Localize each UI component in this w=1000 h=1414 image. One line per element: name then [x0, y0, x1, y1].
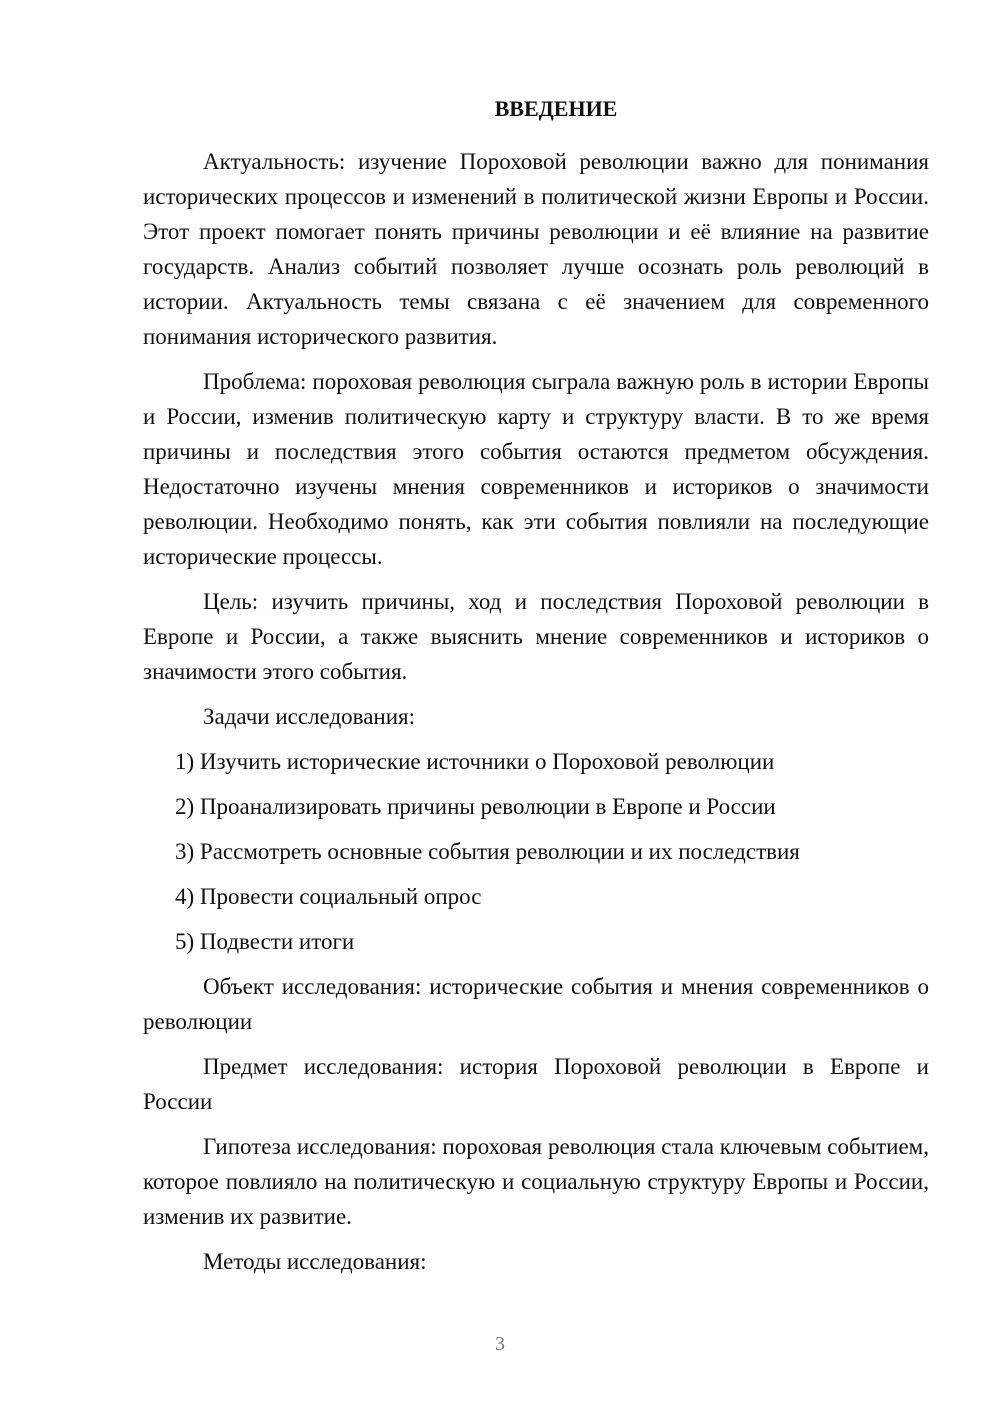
- tasks-list: [143, 744, 929, 959]
- page-number: 3: [495, 1333, 505, 1355]
- list-item: 1) Изучить исторические источники о Пороховой революции: [175, 749, 775, 774]
- hypothesis-paragraph: Гипотеза исследования: пороховая революция стала ключевым событием, которое повлияло на политическую и социальную структуру Европы и России, изменив их развитие.: [143, 1134, 929, 1229]
- tasks-heading: Задачи исследования:: [203, 704, 416, 729]
- list-item: 5) Подвести итоги: [175, 929, 355, 954]
- problem-paragraph: Проблема: пороховая революция сыграла важную роль в истории Европы и России, изменив политическую карту и структуру власти. В то же время причины и последствия этого события остаются предметом обсуждения. Недостаточно изучены мнения современников и историков о значимости революции. Необходимо понять, как эти события повлияли на последующие исторические процессы.: [143, 369, 929, 569]
- list-item: 4) Провести социальный опрос: [175, 884, 482, 909]
- list-item: 3) Рассмотреть основные события революции и их последствия: [175, 839, 800, 864]
- page-title: ВВЕДЕНИЕ: [494, 96, 618, 121]
- methods-heading: Методы исследования:: [203, 1249, 427, 1274]
- object-paragraph: Объект исследования: исторические события и мнения современников о революции: [143, 974, 929, 1034]
- goal-paragraph: Цель: изучить причины, ход и последствия Пороховой революции в Европе и России, а также выяснить мнение современников и историков о значимости этого события.: [143, 589, 929, 684]
- subject-paragraph: Предмет исследования: история Пороховой революции в Европе и России: [143, 1054, 929, 1114]
- document-body: [143, 92, 929, 1279]
- list-item: 2) Проанализировать причины революции в Европе и России: [175, 794, 776, 819]
- relevance-paragraph: Актуальность: изучение Пороховой революции важно для понимания исторических процессов и изменений в политической жизни Европы и России. Этот проект помогает понять причины революции и её влияние на развитие государств. Анализ событий позволяет лучше осознать роль революций в истории. Актуальность темы связана с её значением для современного понимания исторического развития.: [143, 149, 929, 349]
